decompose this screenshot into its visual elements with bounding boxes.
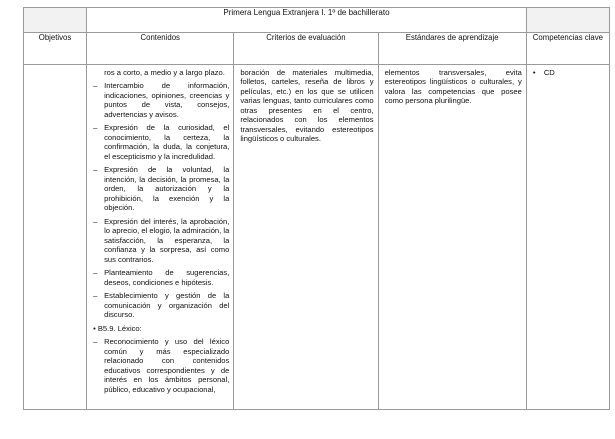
contenido-item: – Expresión de la curiosidad, el conocimiento, la certeza, la confirmación, la duda, la conjetura, el escepticismo y la incredulidad. bbox=[93, 123, 229, 161]
header-objetivos: Objetivos bbox=[24, 33, 87, 65]
contenido-item: – Expresión del interés, la aprobación, lo aprecio, el elogio, la admiración, la satisfacción, la esperanza, la confianza y la sorpresa, así como sus contrarios. bbox=[93, 217, 229, 264]
cell-competencias bbox=[526, 65, 609, 410]
contenido-item: – Expresión de la voluntad, la intención, la decisión, la promesa, la orden, la autorización y la prohibición, la exención y la objeción. bbox=[93, 165, 229, 212]
table-title: Primera Lengua Extranjera I. 1º de bachillerato bbox=[87, 8, 527, 33]
contenido-item: ros a corto, a medio y a largo plazo. bbox=[104, 68, 225, 77]
header-criterios: Criterios de evaluación bbox=[234, 33, 378, 65]
competencia-item: • CD bbox=[533, 68, 605, 77]
contenido-item: – Planteamiento de sugerencias, deseos, condiciones e hipótesis. bbox=[93, 268, 229, 287]
estandares-text: elementos transversales, evita estereotipos lingüísticos o culturales, y valora las competencias que posee como persona plurilingüe. bbox=[384, 68, 522, 106]
header-estandares: Estándares de aprendizaje bbox=[378, 33, 526, 65]
cell-contenidos bbox=[87, 65, 234, 410]
header-contenidos: Contenidos bbox=[87, 33, 234, 65]
cell-estandares bbox=[378, 65, 526, 410]
contenido-item: – Reconocimiento y uso del léxico común y más especializado relacionado con contenidos educativos correspondientes y de interés en los ámbitos personal, público, educativo y ocupacional, bbox=[93, 337, 229, 394]
contenido-item: – Establecimiento y gestión de la comunicación y organización del discurso. bbox=[93, 291, 229, 319]
cell-objetivos bbox=[24, 65, 87, 410]
cell-criterios bbox=[234, 65, 378, 410]
header-competencias: Competencias clave bbox=[526, 33, 609, 65]
competencias-list bbox=[533, 68, 605, 77]
criterios-text: boración de materiales multimedia, folletos, carteles, reseña de libros y películas, etc.) en los que se utilicen varias lenguas, tanto curriculares como otras presentes en el centro, relacionados con los elementos transversales, evitando estereotipos lingüísticos o culturales. bbox=[240, 68, 374, 144]
contenido-item: • B5.9. Léxico: bbox=[93, 323, 142, 333]
table-corner bbox=[24, 8, 87, 33]
table-corner-right bbox=[526, 8, 609, 33]
contenido-item: – Intercambio de información, indicaciones, opiniones, creencias y puntos de vista, consejos, advertencias y avisos. bbox=[93, 81, 229, 119]
curriculum-table bbox=[23, 7, 610, 410]
contenidos-list bbox=[93, 68, 229, 394]
